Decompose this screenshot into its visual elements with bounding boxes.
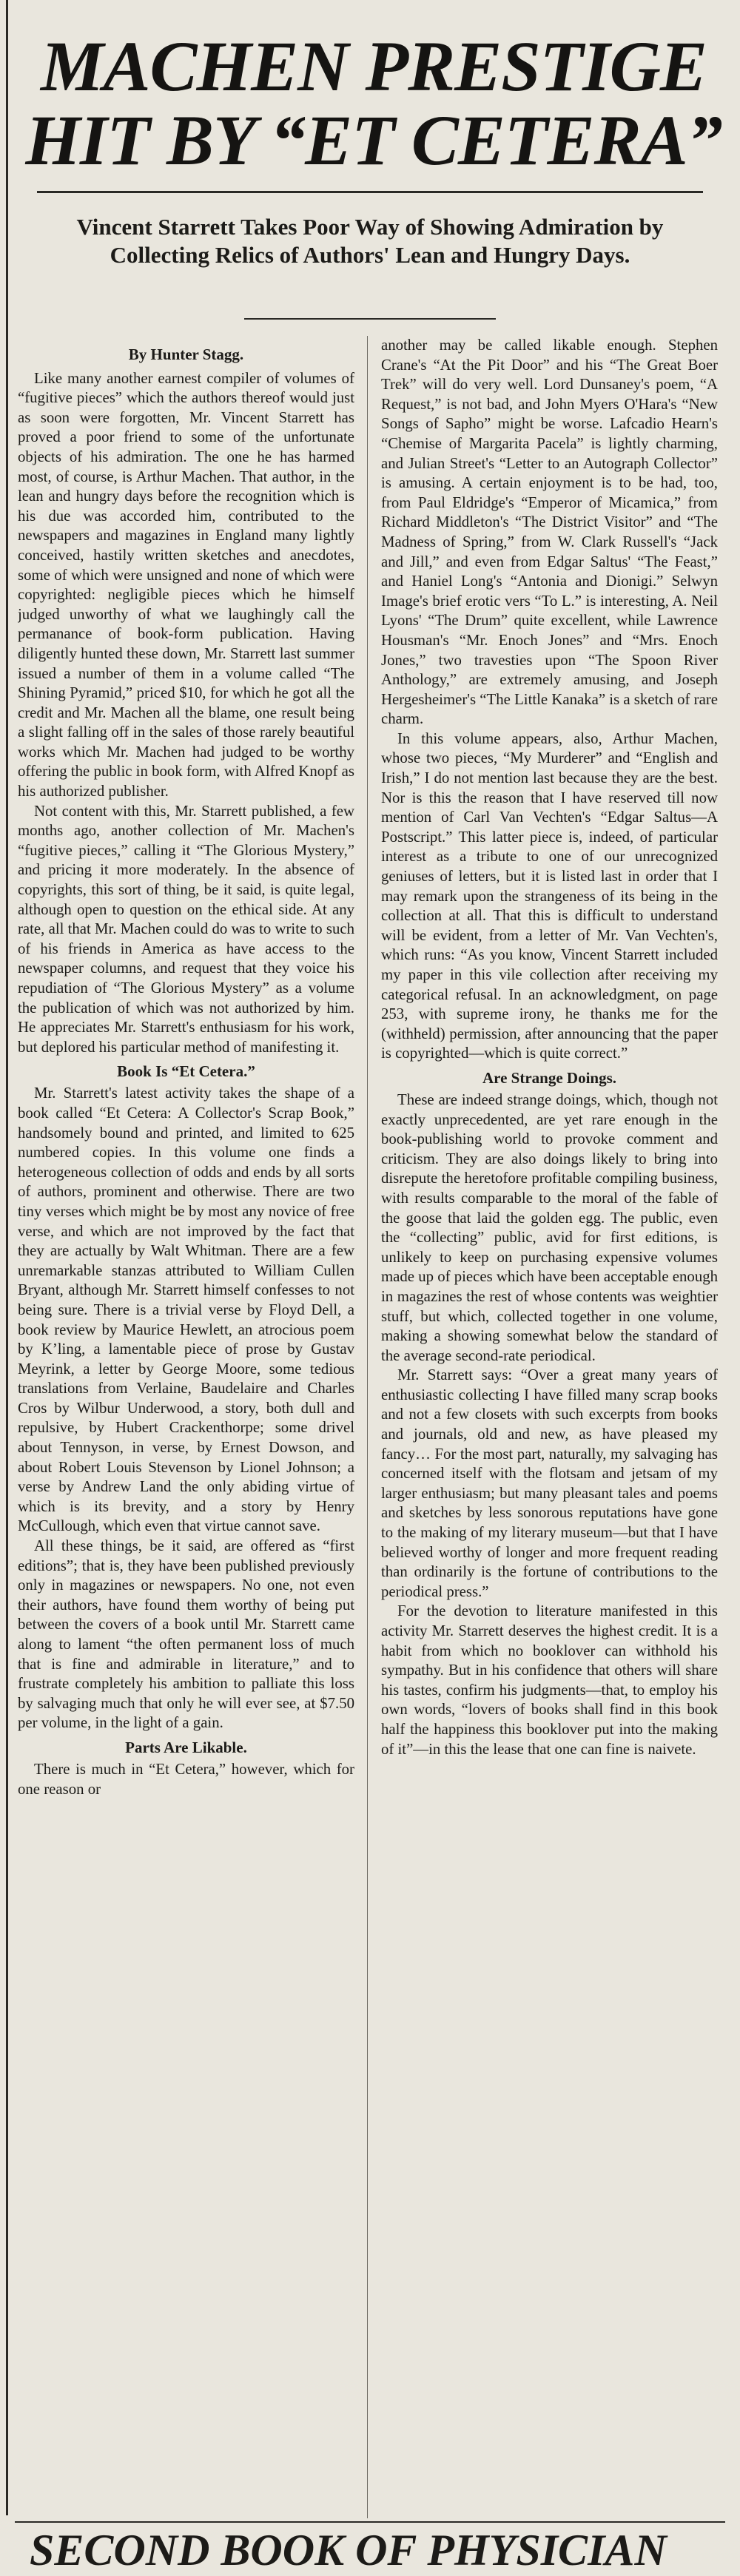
headline-line-2: HIT BY “ET CETERA” xyxy=(25,101,722,180)
paragraph: In this volume appears, also, Arthur Machen, whose two pieces, “My Murderer” and “English and Irish,” I do not mention last because they are the best. Nor is this the reason that I have reserved till now mention of Carl Van Vechten's “Edgar Saltus—A Postscript.” This latter piece is, indeed, of particular interest as a tribute to one of our unrecognized geniuses of letters, but it is listed last in order that I may remark upon the strangeness of its being in the collection at all. That this is difficult to understand will be evident, from a letter of Mr. Van Vechten's, which runs: “As you know, Vincent Starrett included my paper in this vile collection after receiving my categorical refusal. In an acknowledgment, on page 253, with supreme irony, he thanks me for the (withheld) permission, after announcing that the paper is copyrighted—which is quite correct.” xyxy=(381,729,718,1062)
headline xyxy=(22,27,725,180)
column-rule-left xyxy=(6,0,8,2515)
article-column-left xyxy=(18,345,354,2520)
paragraph: Mr. Starrett says: “Over a great many years of enthusiastic collecting I have filled many scrap books and not a few closets with such excerpts from books and journals, old and new, as have pleased my fancy… For the most part, naturally, my salvaging has concerned itself with the flotsam and jetsam of my larger enthusiasm; but many pleasant tales and poems and sketches by less sonorous reputations have gone to the making of my literary museum—but that I have believed worthy of longer and more frequent reading than ordinarily is the fortune of contributions to the periodical press.” xyxy=(381,1366,718,1600)
byline: By Hunter Stagg. xyxy=(128,345,244,363)
subheadline: Vincent Starrett Takes Poor Way of Showing Admiration by Collecting Relics of Authors' Lean and Hungry Days. xyxy=(76,214,664,268)
section-heading: Are Strange Doings. xyxy=(482,1068,617,1087)
paragraph: There is much in “Et Cetera,” however, which for one reason or xyxy=(18,1760,354,1798)
paragraph: All these things, be it said, are offered as “first editions”; that is, they have been published previously only in magazines or newspapers. No one, not even their authors, have found them worthy of being put between the covers of a book until Mr. Starrett came along to lament “the often permanent loss of much that is fine and admirable in literature,” and to frustrate completely his ambition to palliate this loss by salvaging much that only he will ever see, at $7.50 per volume, in the light of a gain. xyxy=(18,1537,354,1732)
article-column-right xyxy=(381,336,718,2511)
paragraph: another may be called likable enough. Stephen Crane's “At the Pit Door” and his “The Great Boer Trek” will do very well. Lord Dunsaney's poem, “A Request,” is not bad, and John Myers O'Hara's “New Songs of Sapho” might be worse. Lafcadio Hearn's “Chemise of Margarita Pacela” is lightly charming, and Julian Street's “Letter to an Autograph Collector” is amusing. A certain enjoyment is to be had, too, from Paul Eldridge's “Emperor of Micamica,” from Richard Middleton's “The District Visitor” and “The Madness of Spring,” from W. Clark Russell's “Jack and Jill,” and even from Edgar Saltus' “The Feast,” and Haniel Long's “Antonia and Dionigi.” Selwyn Image's brief erotic vers “To L.” is interesting, A. Neil Lyons' “The Drum” quite excellent, while Lawrence Housman's “Mr. Enoch Jones” and “Mrs. Enoch Jones,” two travesties upon “The Spoon River Anthology,” are extremely amusing, and Joseph Hergesheimer's “The Little Kanaka” is a sketch of rare charm. xyxy=(381,337,718,728)
column-divider xyxy=(367,336,368,2518)
paragraph: These are indeed strange doings, which, though not exactly unprecedented, are yet rare enough in the book-publishing world to provoke comment and criticism. They are also doings likely to bring into disrepute the heretofore profitable compiling business, with results comparable to the moral of the fable of the goose that laid the golden egg. The public, even the “collecting” public, avid for first editions, is unlikely to keep on purchasing expensive volumes made up of pieces which have been acceptable enough in magazines the rest of whose contents was weightier stuff, but which, collected together in one volume, making a showing somewhat below the standard of the average second-rate periodical. xyxy=(381,1090,718,1364)
subhead-rule xyxy=(244,318,496,320)
paragraph: For the devotion to literature manifested in this activity Mr. Starrett deserves the highest credit. It is a habit from which no booklover can withhold his sympathy. But in his confidence that others will share his tastes, confirm his judgments—that, to employ his own words, “lovers of books shall find in this book half the happiness this booklover put into the making of it”—in this the lease that one can fine is naivete. xyxy=(381,1602,718,1758)
paragraph: Mr. Starrett's latest activity takes the shape of a book called “Et Cetera: A Collector's Scrap Book,” handsomely bound and printed, and limited to 625 numbered copies. In this volume one finds a heterogeneous collection of odds and ends by all sorts of authors, prominent and otherwise. There are two tiny verses which might be by most any novice of free verse, and which are not improved by the fact that they are actually by Walt Whitman. There are a few unremarkable stanzas attributed to William Cullen Bryant, although Mr. Starrett himself confesses to not being sure. There is a trivial verse by Floyd Dell, a book review by Maurice Hewlett, an atrocious poem by K’ling, a lamentable piece of prose by Gustav Meyrink, a letter by George Moore, some tedious translations from Verlaine, Baudelaire and Charles Cros by Wilbur Underwood, a story, both dull and repulsive, by Hubert Crackenthorpe; some drivel about Tennyson, in verse, by Ernest Dowson, and about Robert Louis Stevenson by Lionel Johnson; a verse by Andrew Land the only abiding virtue of which is its brevity, and a story by Henry McCullough, which even that virtue cannot save. xyxy=(18,1085,354,1535)
paragraph: Not content with this, Mr. Starrett published, a few months ago, another collection of Mr. Machen's “fugitive pieces,” calling it “The Glorious Mystery,” and pricing it more moderately. In the absence of copyrights, this sort of thing, be it said, is quite legal, although open to question on the ethical side. At any rate, all that Mr. Machen could do was to write to such of his friends in America as have access to the newspaper columns, and request that they voice his repudiation of “The Glorious Mystery” as a volume the publication of which was not authorized by him. He appreciates Mr. Starrett's enthusiasm for his work, but deplored his particular method of manifesting it. xyxy=(18,802,354,1056)
headline-rule xyxy=(37,191,703,193)
headline-line-1: MACHEN PRESTIGE xyxy=(41,27,707,106)
bottom-rule xyxy=(15,2521,725,2523)
section-heading: Book Is “Et Cetera.” xyxy=(117,1062,255,1081)
paragraph: Like many another earnest compiler of volumes of “fugitive pieces” which the authors thereof would just as soon were forgotten, Mr. Vincent Starrett has proved a poor friend to some of the unfortunate objects of his admiration. The one he has harmed most, of course, is Arthur Machen. That author, in the lean and hungry days before the recognition which is his due was accorded him, contributed to the newspapers and magazines in England many lightly conceived, hastily written sketches and anecdotes, some of which were unsigned and none of which were copyrighted: negligible pieces which he himself judged unworthy of what we laughingly call the permanance of book-form publication. Having diligently hunted these down, Mr. Starrett last summer issued a number of them in a volume called “The Shining Pyramid,” priced $10, for which he got all the credit and Mr. Machen all the blame, one result being a slight falling off in the sales of those rarely beautiful works which Mr. Machen had judged to be worthy offering the public in book form, with Alfred Knopf as his authorized publisher. xyxy=(18,369,354,800)
section-heading: Parts Are Likable. xyxy=(125,1738,247,1756)
next-article-headline: SECOND BOOK OF PHYSICIAN xyxy=(30,2526,667,2575)
